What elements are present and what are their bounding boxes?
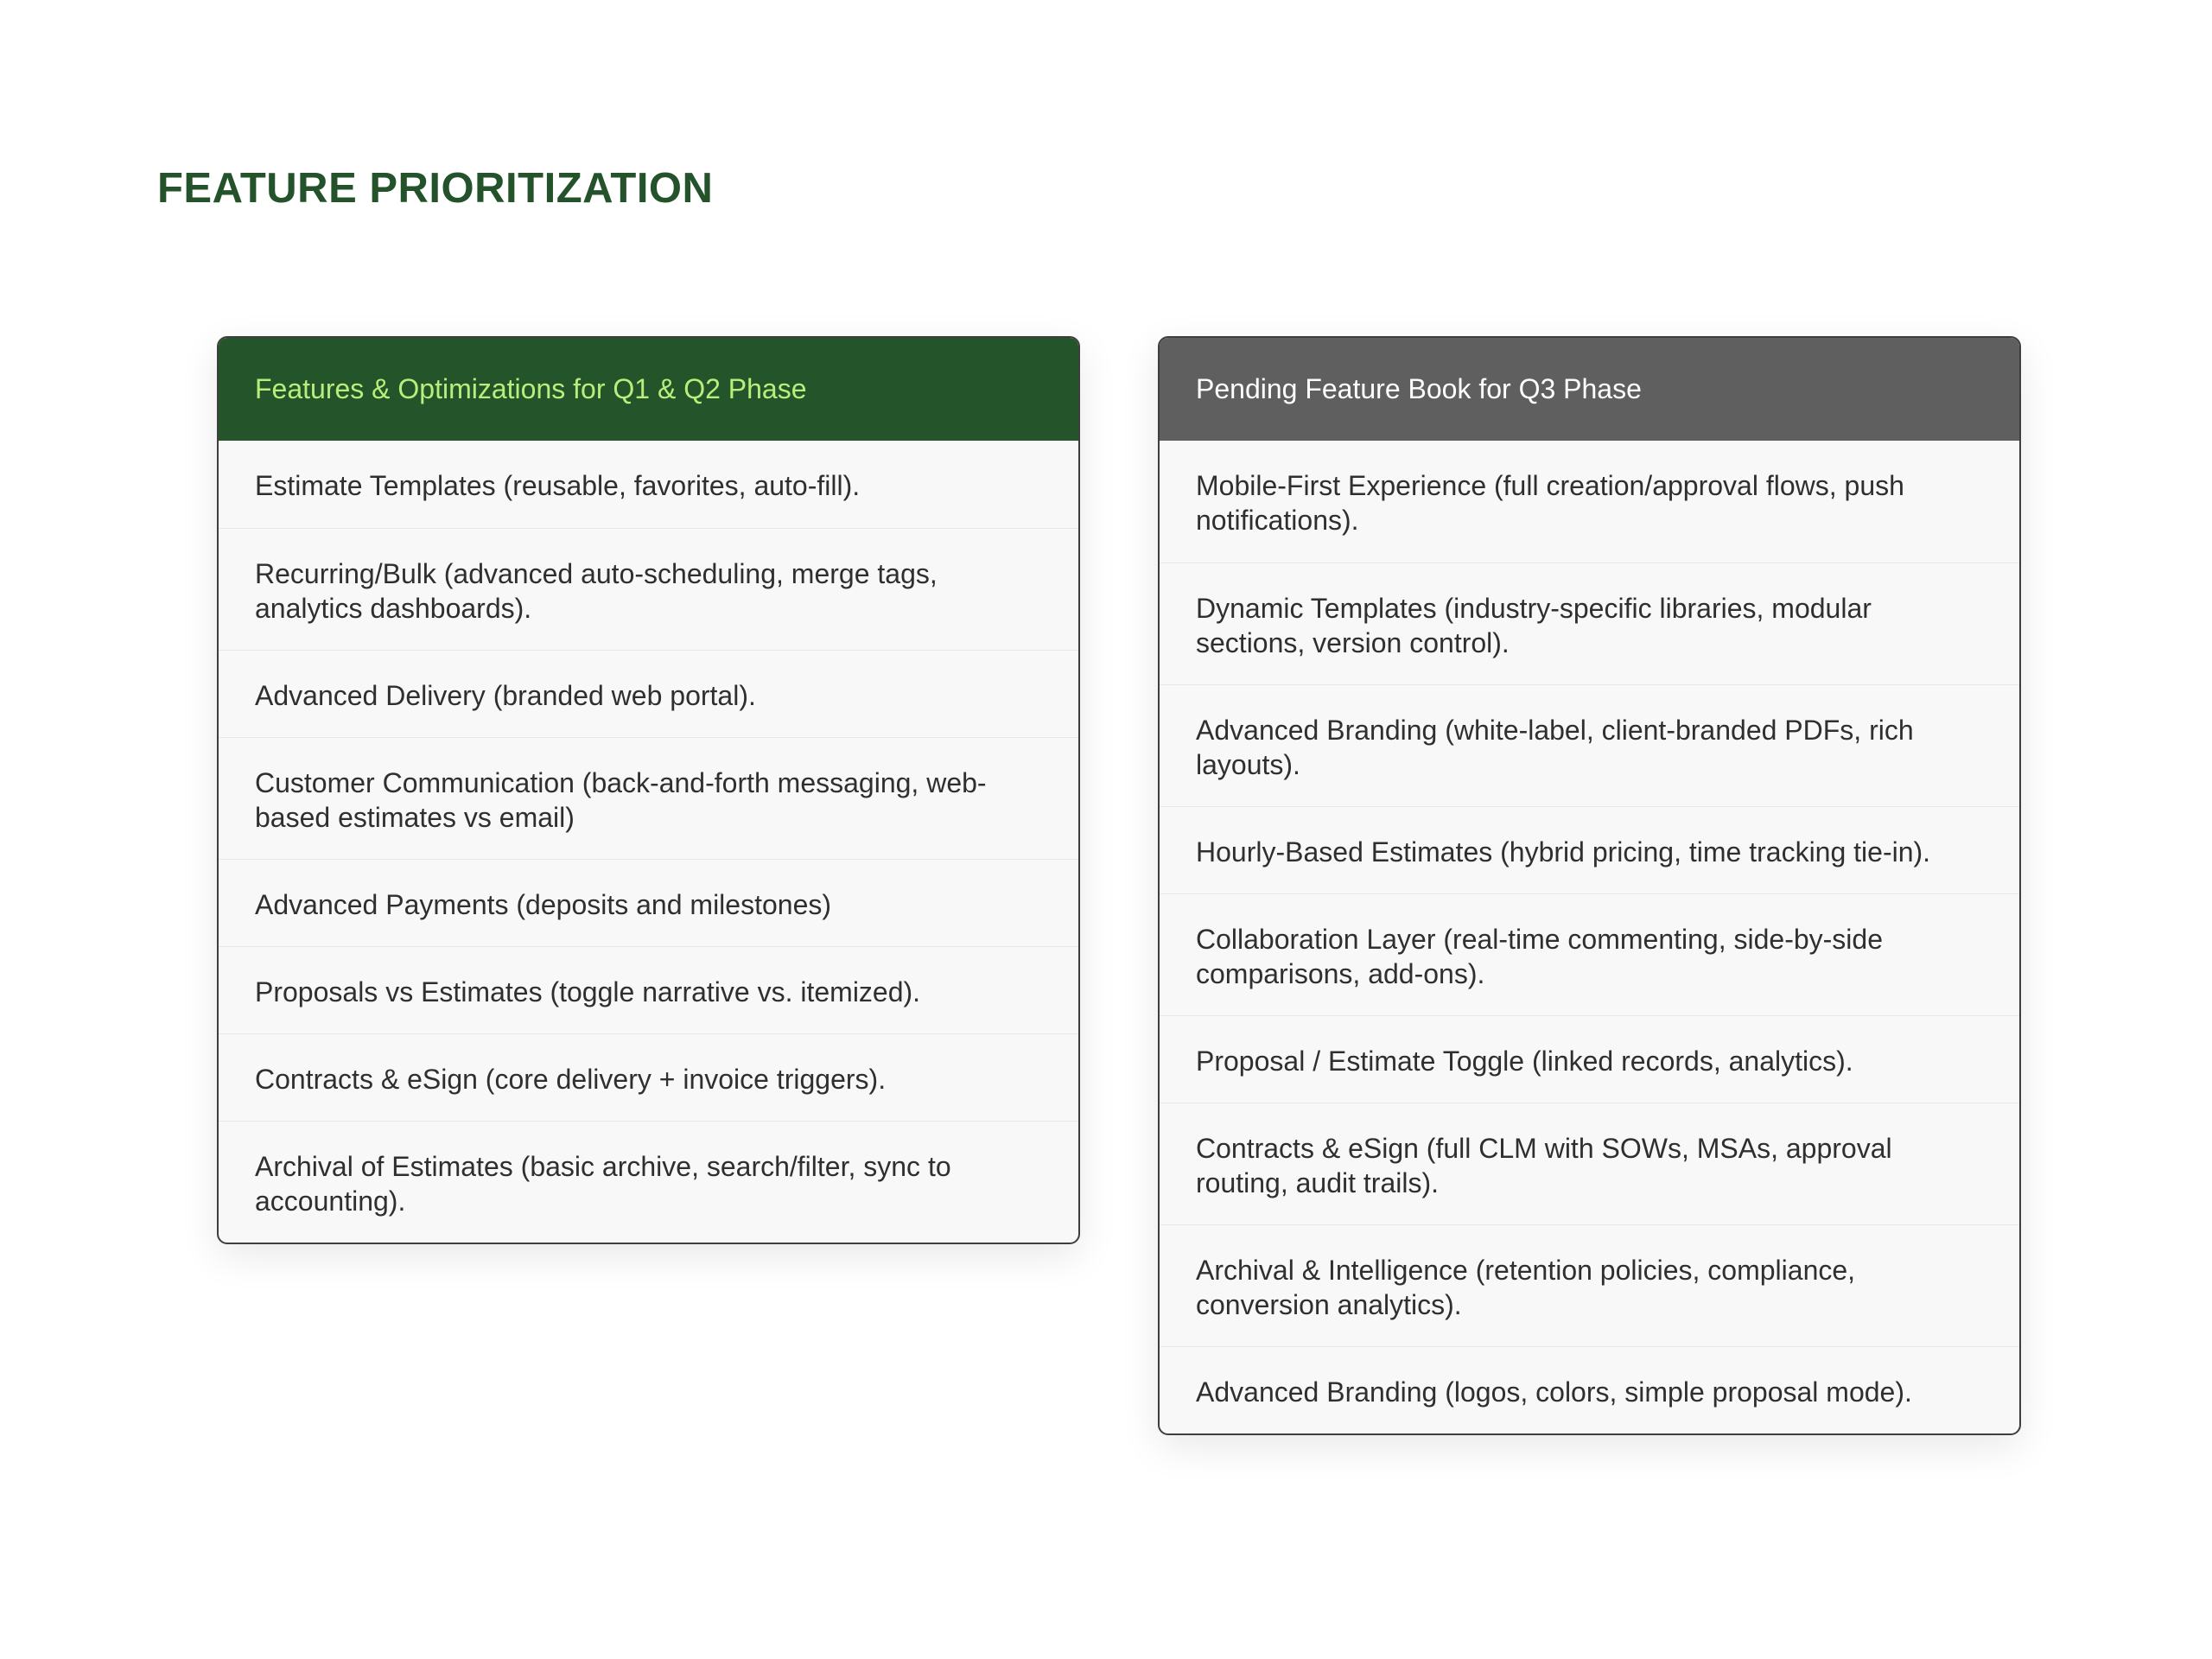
list-item: Advanced Payments (deposits and milestones) bbox=[219, 859, 1078, 946]
list-item: Estimate Templates (reusable, favorites, auto-fill). bbox=[255, 470, 861, 501]
list-item: Dynamic Templates (industry-specific libraries, modular sections, version control). bbox=[1160, 563, 2019, 684]
q3-card-header: Pending Feature Book for Q3 Phase bbox=[1160, 338, 2019, 441]
q3-feature-list bbox=[1160, 441, 2019, 1433]
page-title: FEATURE PRIORITIZATION bbox=[157, 165, 714, 212]
q1-q2-card-header: Features & Optimizations for Q1 & Q2 Phase bbox=[219, 338, 1078, 441]
list-item: Proposals vs Estimates (toggle narrative vs. itemized). bbox=[219, 946, 1078, 1033]
q3-pending-features-card bbox=[1158, 336, 2021, 1435]
list-item: Archival & Intelligence (retention policies, compliance, conversion analytics). bbox=[1160, 1224, 2019, 1346]
list-item: Contracts & eSign (core delivery + invoice triggers). bbox=[219, 1033, 1078, 1121]
list-item: Customer Communication (back-and-forth messaging, web-based estimates vs email) bbox=[219, 737, 1078, 859]
q1-q2-features-card bbox=[217, 336, 1080, 1244]
list-item: Contracts & eSign (full CLM with SOWs, MSAs, approval routing, audit trails). bbox=[1160, 1103, 2019, 1224]
list-item: Hourly-Based Estimates (hybrid pricing, time tracking tie-in). bbox=[1160, 806, 2019, 893]
list-item: Mobile-First Experience (full creation/approval flows, push notifications). bbox=[1196, 470, 1904, 536]
list-item: Collaboration Layer (real-time commenting, side-by-side comparisons, add-ons). bbox=[1160, 893, 2019, 1015]
list-item: Advanced Delivery (branded web portal). bbox=[219, 650, 1078, 737]
q1-q2-feature-list bbox=[219, 441, 1078, 1243]
list-item: Advanced Branding (white-label, client-branded PDFs, rich layouts). bbox=[1160, 684, 2019, 806]
list-item: Advanced Branding (logos, colors, simple proposal mode). bbox=[1160, 1346, 2019, 1433]
list-item: Proposal / Estimate Toggle (linked records, analytics). bbox=[1160, 1015, 2019, 1103]
list-item: Archival of Estimates (basic archive, search/filter, sync to accounting). bbox=[219, 1121, 1078, 1243]
list-item: Recurring/Bulk (advanced auto-scheduling, merge tags, analytics dashboards). bbox=[219, 528, 1078, 650]
